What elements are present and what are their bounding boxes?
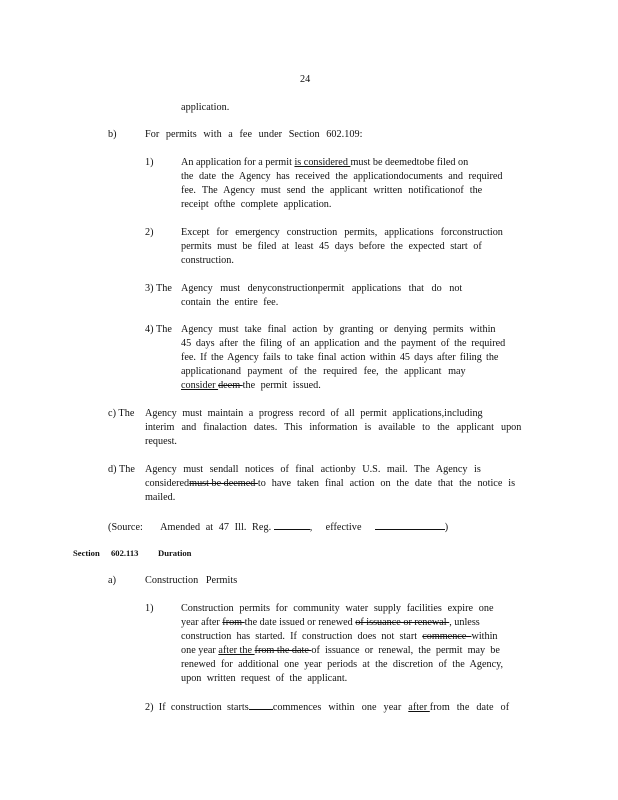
inserted-text: after <box>408 702 430 713</box>
item-b2-paragraph <box>181 226 521 268</box>
item-b2-line-3: construction. <box>181 255 234 266</box>
item-a1-line-6: upon written request of the applicant. <box>181 673 348 684</box>
item-b4-number: 4) The <box>145 324 172 335</box>
item-b3-number: 3) The <box>145 283 172 294</box>
register-blank <box>274 519 310 530</box>
item-b1-paragraph <box>181 156 521 212</box>
item-b1-line-2: the date the Agency has received the applicationdocuments and required <box>181 171 503 182</box>
item-a1-line-1: Construction permits for community water supply facilities expire one <box>181 603 494 614</box>
page-number: 24 <box>300 74 311 85</box>
item-d-continuation <box>145 477 537 505</box>
item-d-line-2: consideredmust be deemed to have taken final action on the date that the notice is <box>145 478 516 489</box>
item-c-line-3: request. <box>145 436 177 447</box>
item-d-label: d) The <box>108 464 135 475</box>
item-c-label: c) The <box>108 408 135 419</box>
item-a1-line-2: year after from the date issued or renewed of issuance or renewal , unless <box>181 617 480 628</box>
section-title: Duration <box>158 548 192 558</box>
item-b4-line-4: applicationand payment of the required fee, the applicant may <box>181 366 466 377</box>
section-number: 602.113 <box>111 548 139 558</box>
item-b2-line-2: permits must be filed at least 45 days before the expected start of <box>181 241 482 252</box>
item-b3-paragraph <box>181 282 521 310</box>
item-a1-line-4: one year after the from the date of issuance or renewal, the permit may be <box>181 645 500 656</box>
item-b3-line-1: Agency must denyconstructionpermit applications that do not <box>181 283 463 294</box>
item-b4-paragraph <box>181 323 533 393</box>
item-a1-line-5: renewed for additional one year periods at the discretion of the Agency, <box>181 659 504 670</box>
item-b4-line-1: Agency must take final action by granting or denying permits within <box>181 324 496 335</box>
item-b3-line-2: contain the entire fee. <box>181 297 279 308</box>
section-label: Section <box>73 548 100 558</box>
item-a2-line-1: 2) If construction starts commences within one year after from the date of <box>145 699 509 715</box>
item-a1-line-3: construction has started. If construction does not start commence within <box>181 631 498 642</box>
deleted-text: commence <box>422 631 472 642</box>
item-d-line-3: mailed. <box>145 492 176 503</box>
deleted-text: must be deemed <box>189 478 258 489</box>
item-b4-line-5: consider deem the permit issued. <box>181 380 321 391</box>
item-a-label: a) <box>108 575 117 586</box>
item-b1-number: 1) <box>145 157 154 168</box>
item-a1-number: 1) <box>145 603 154 614</box>
deleted-text: from <box>222 617 245 628</box>
effective-date-blank <box>375 519 445 530</box>
item-c-line-1: Agency must maintain a progress record of all permit applications,including <box>145 408 483 419</box>
item-b4-line-2: 45 days after the filing of an application and the payment of the required <box>181 338 506 349</box>
deleted-text: deem <box>218 380 243 391</box>
inserted-text: is considered <box>294 157 351 168</box>
item-b2-line-1: Except for emergency construction permits, applications forconstruction <box>181 227 503 238</box>
inserted-text: after the <box>218 645 255 656</box>
item-b1-line-4: receipt ofthe complete application. <box>181 199 332 210</box>
item-b-label: b) <box>108 129 117 140</box>
item-a1-paragraph <box>181 602 521 686</box>
item-b1-line-3: fee. The Agency must send the applicant written notificationof the <box>181 185 483 196</box>
deleted-text: of issuance or renewal <box>355 617 450 628</box>
item-b2-number: 2) <box>145 227 154 238</box>
item-c-paragraph <box>145 407 537 421</box>
item-b-text: For permits with a fee under Section 602.109: <box>145 129 363 140</box>
item-b1-line-1: An application for a permit is considered must be deemedtobe filed on <box>181 157 469 168</box>
item-d-line-1: Agency must sendall notices of final actionby U.S. mail. The Agency is <box>145 464 481 475</box>
item-d-paragraph <box>145 463 537 477</box>
item-a-title: Construction Permits <box>145 575 238 586</box>
deleted-text: from the date <box>254 645 312 656</box>
item-b4-line-3: fee. If the Agency fails to take final action within 45 days after filing the <box>181 352 499 363</box>
inserted-text: consider <box>181 380 219 391</box>
application-tail: application. <box>181 102 230 113</box>
blank-line <box>249 699 273 710</box>
item-c-continuation <box>145 421 537 449</box>
item-c-line-2: interim and finalaction dates. This information is available to the applicant upon <box>145 422 522 433</box>
source-note: (Source: Amended at 47 Ill. Reg. , effective ) <box>108 519 448 535</box>
